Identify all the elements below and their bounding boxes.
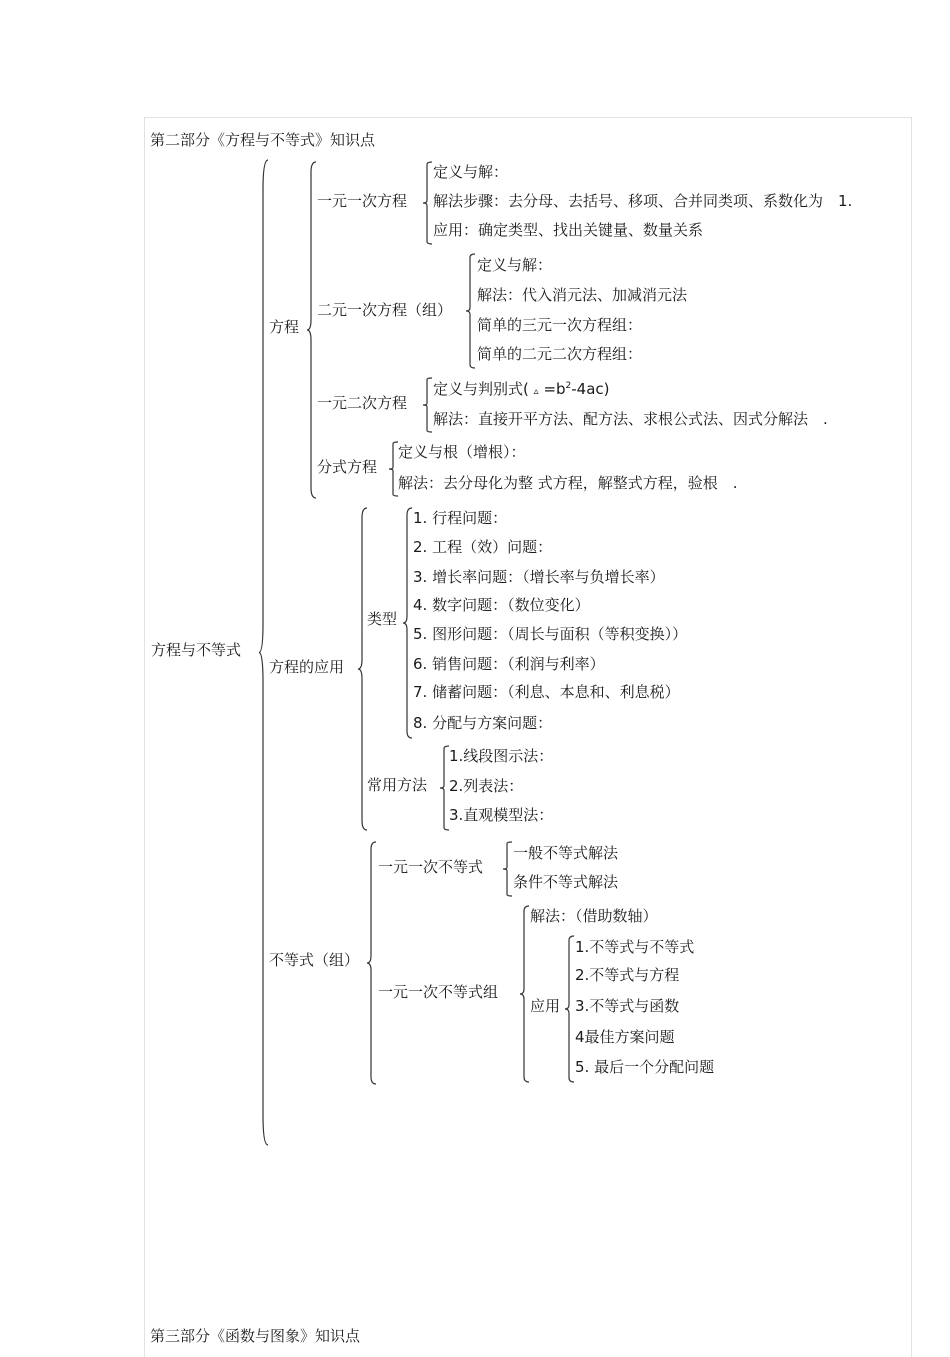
- fractional-brace: [391, 442, 398, 496]
- linear2-label: 二元一次方程（组）: [317, 301, 453, 319]
- quadratic-label: 一元二次方程: [317, 394, 408, 412]
- type-item: 8. 分配与方案问题：: [413, 714, 553, 732]
- types-label: 类型: [367, 610, 398, 628]
- linear2-item: 简单的二元二次方程组：: [477, 345, 643, 363]
- quadratic-item-discriminant: 定义与判别式( ▵ $=b^2-4ac$): [433, 380, 610, 398]
- ineq-apply-brace: [567, 936, 574, 1082]
- type-item: 6. 销售问题：（利润与利率）: [413, 655, 605, 673]
- method-item: 2.列表法：: [449, 777, 524, 795]
- ineq-system-label: 一元一次不等式组: [378, 983, 499, 1001]
- linear2-item: 简单的三元一次方程组：: [477, 316, 643, 334]
- type-item: 3. 增长率问题：（增长率与负增长率）: [413, 568, 665, 586]
- method-item: 1.线段图示法：: [449, 747, 554, 765]
- linear1-brace: [425, 162, 432, 244]
- ineq-system-solve: 解法：（借助数轴）: [530, 907, 658, 925]
- ineq-single-label: 一元一次不等式: [378, 858, 484, 876]
- applications-label: 方程的应用: [269, 658, 345, 676]
- fractional-item: 定义与根（增根）：: [398, 443, 526, 461]
- type-item: 2. 工程（效）问题：: [413, 538, 553, 556]
- delta-icon: ▵: [533, 386, 539, 397]
- ineq-apply-item: 5. 最后一个分配问题: [575, 1058, 715, 1076]
- type-item: 7. 储蓄问题：（利息、本息和、利息税）: [413, 683, 680, 701]
- ineq-single-item: 条件不等式解法: [513, 873, 619, 891]
- root-label: 方程与不等式: [151, 641, 242, 659]
- ineq-apply-item: 2.不等式与方程: [575, 966, 680, 984]
- methods-brace: [442, 746, 449, 830]
- linear1-item: 解法步骤：去分母、去括号、移项、合并同类项、系数化为 1.: [433, 192, 853, 210]
- next-section-title: 第三部分《函数与图象》知识点: [150, 1327, 361, 1345]
- applications-brace: [360, 508, 367, 830]
- inequalities-label: 不等式（组）: [269, 951, 360, 969]
- equations-brace: [309, 162, 316, 498]
- ineq-apply-item: 4最佳方案问题: [575, 1028, 675, 1046]
- equations-label: 方程: [269, 318, 300, 336]
- linear1-item: 应用：确定类型、找出关键量、数量关系: [433, 221, 704, 239]
- type-item: 4. 数字问题：（数位变化）: [413, 596, 590, 614]
- ineq-apply-label: 应用: [530, 997, 561, 1015]
- linear2-item: 解法：代入消元法、加减消元法: [477, 286, 688, 304]
- linear2-brace: [468, 254, 475, 368]
- linear1-item: 定义与解：: [433, 163, 509, 181]
- ineq-system-brace: [522, 906, 529, 1082]
- methods-label: 常用方法: [367, 776, 428, 794]
- linear2-item: 定义与解：: [477, 256, 553, 274]
- linear1-label: 一元一次方程: [317, 192, 408, 210]
- ineq-apply-item: 1.不等式与不等式: [575, 938, 695, 956]
- types-brace: [405, 508, 412, 738]
- type-item: 5. 图形问题：（周长与面积（等积变换））: [413, 625, 688, 643]
- inequalities-brace: [369, 842, 376, 1084]
- ineq-single-brace: [505, 842, 512, 896]
- type-item: 1. 行程问题：: [413, 509, 508, 527]
- ineq-apply-item: 3.不等式与函数: [575, 997, 680, 1015]
- ineq-single-item: 一般不等式解法: [513, 844, 619, 862]
- fractional-item: 解法：去分母化为整 式方程，解整式方程，验根 .: [398, 474, 738, 492]
- method-item: 3.直观模型法：: [449, 806, 554, 824]
- quadratic-item: 解法：直接开平方法、配方法、求根公式法、因式分解法 .: [433, 410, 828, 428]
- section-title: 第二部分《方程与不等式》知识点: [150, 131, 376, 149]
- root-brace: [261, 160, 268, 1145]
- fractional-label: 分式方程: [317, 458, 378, 476]
- quadratic-brace: [425, 378, 432, 432]
